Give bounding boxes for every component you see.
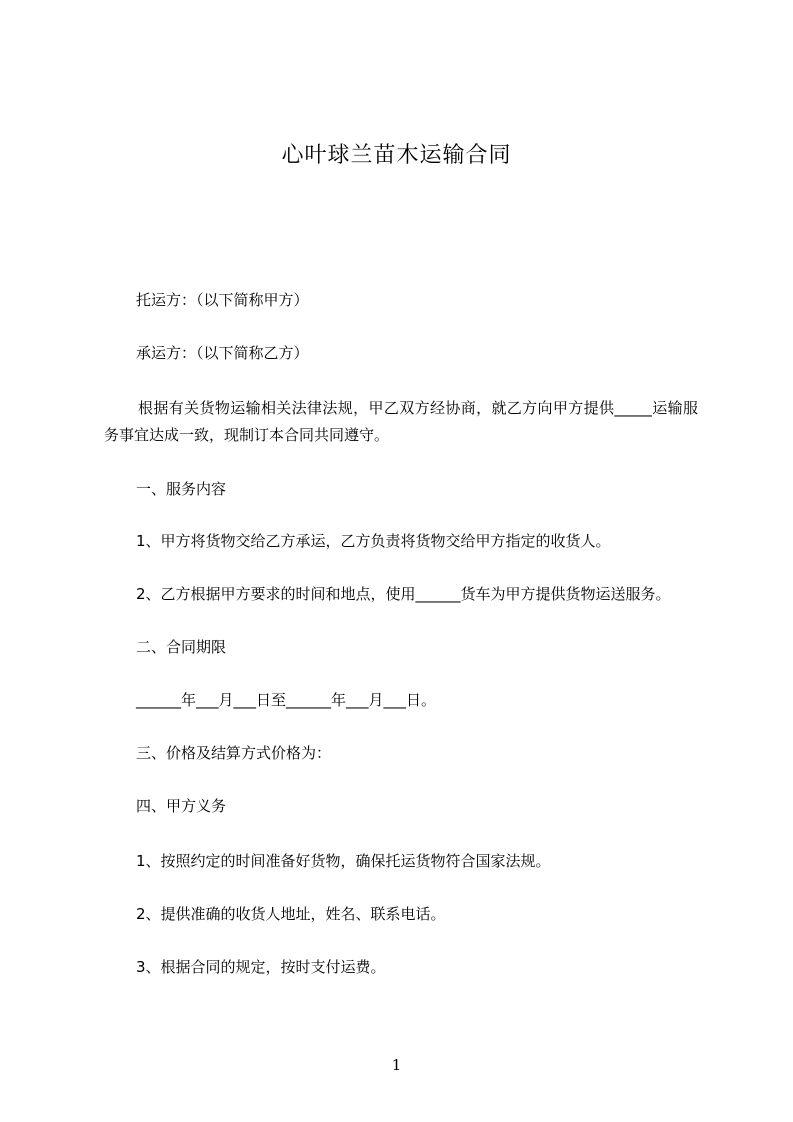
section-heading-party-a-duties: 四、甲方义务 xyxy=(136,797,227,815)
party-a-duty-2: 2、提供准确的收货人地址，姓名、联系电话。 xyxy=(136,905,446,923)
document-title: 心叶球兰苗木运输合同 xyxy=(281,143,512,168)
party-a-duty-3: 3、根据合同的规定，按时支付运费。 xyxy=(136,958,386,976)
section-heading-term: 二、合同期限 xyxy=(136,638,227,656)
party-b-line: 承运方：（以下简称乙方） xyxy=(136,344,309,362)
party-a-line: 托运方：（以下简称甲方） xyxy=(136,291,309,309)
service-item-1: 1、甲方将货物交给乙方承运，乙方负责将货物交给甲方指定的收货人。 xyxy=(136,532,611,550)
term-period-line: ______年___月___日至______年___月___日。 xyxy=(136,691,437,709)
service-item-2: 2、乙方根据甲方要求的时间和地点，使用______货车为甲方提供货物运送服务。 xyxy=(136,585,671,603)
section-heading-price: 三、价格及结算方式价格为： xyxy=(136,744,332,762)
section-heading-service: 一、服务内容 xyxy=(136,480,227,498)
party-a-duty-1: 1、按照约定的时间准备好货物，确保托运货物符合国家法规。 xyxy=(136,852,551,870)
page-number: 1 xyxy=(391,1056,402,1074)
intro-paragraph: 根据有关货物运输相关法律法规，甲乙双方经协商，就乙方向甲方提供_____运输服务事宜达成一致，现制订本合同共同遵守。 xyxy=(104,399,698,444)
